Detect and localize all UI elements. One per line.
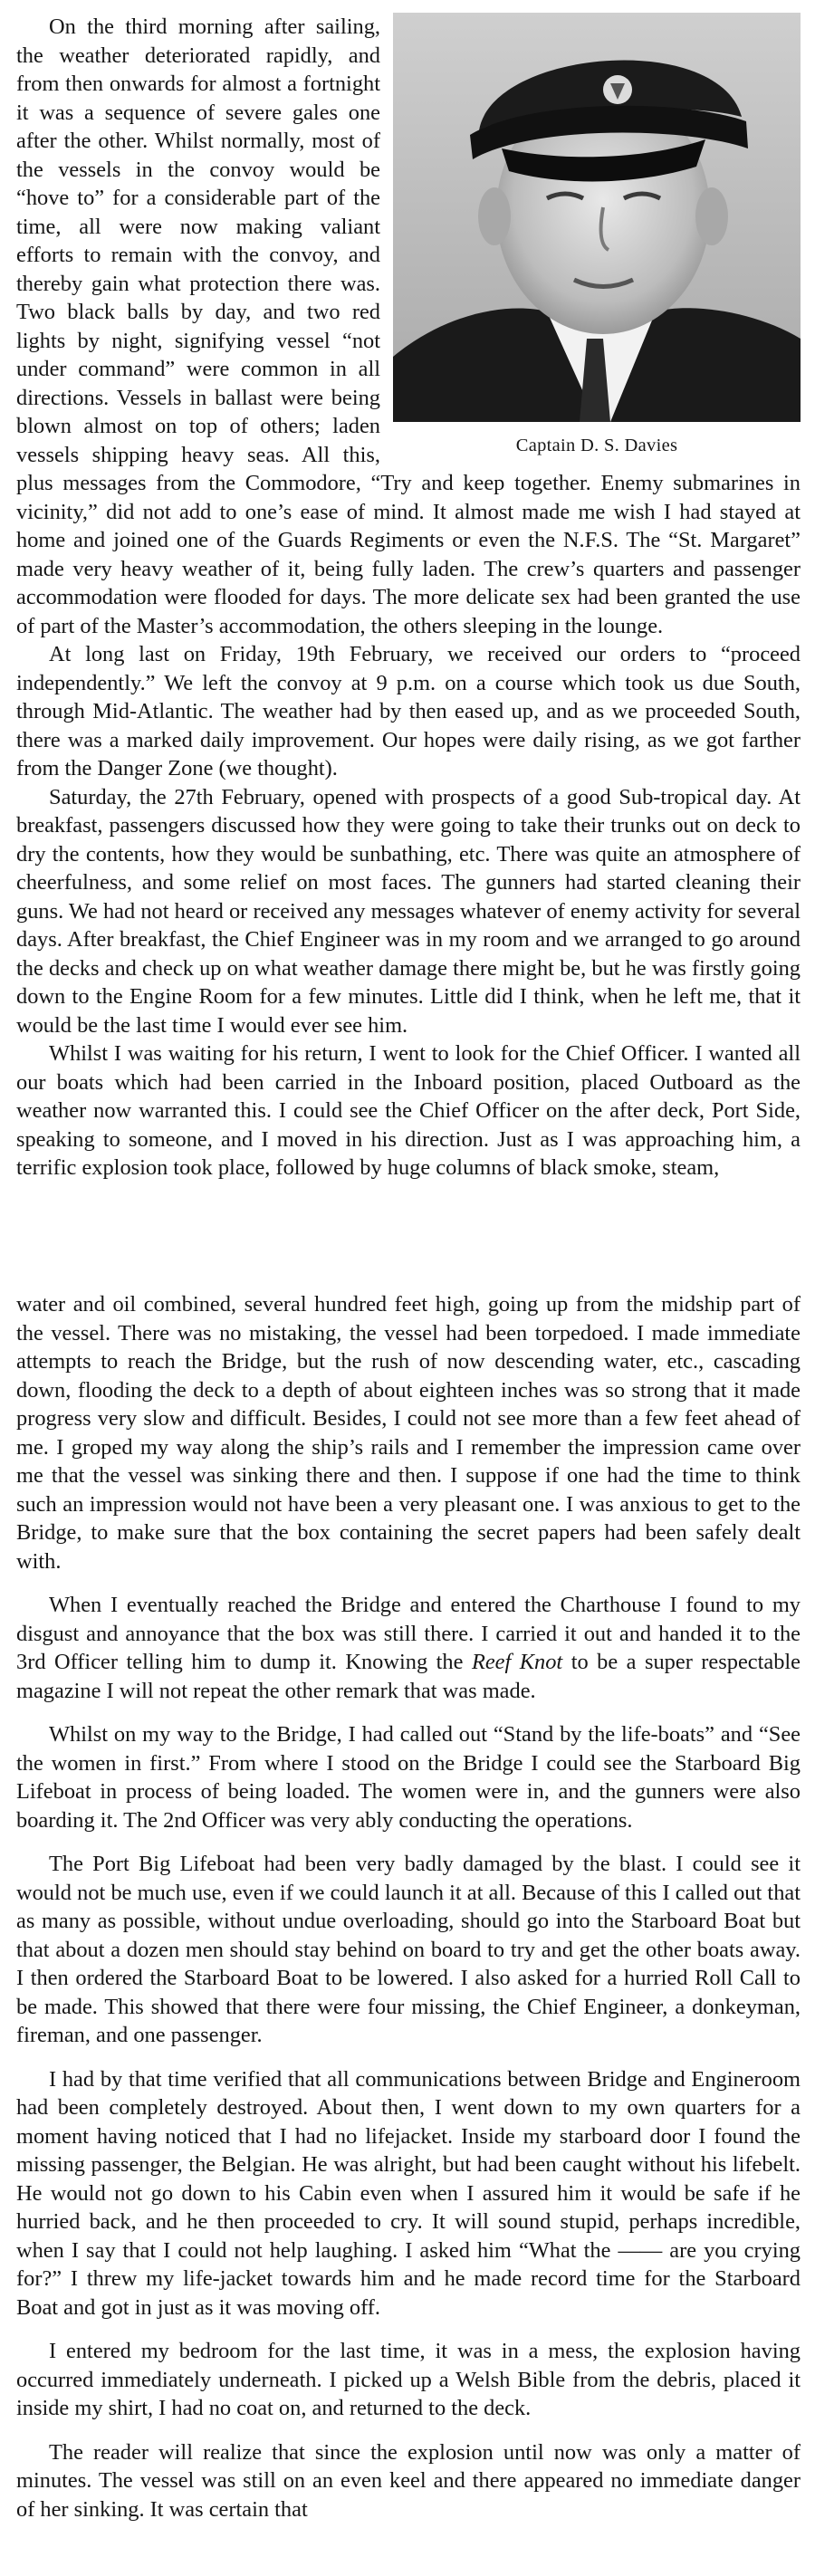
paragraph-explosion: Whilst I was waiting for his return, I went to look for the Chief Officer. I wanted all our boats which had been carried in the Inboard position, placed Outboard as the weather now warranted this. I could see the Chief Officer on the after deck, Port Side, speaking to someone, and I moved in his direction. Just as I was approaching him, a terrific explosion took place, followed by huge columns of black smoke, steam,	[16, 1041, 801, 1180]
portrait-caption: Captain D. S. Davies	[515, 436, 678, 455]
paragraph-torpedoed: water and oil combined, several hundred feet high, going up from the midship part of the vessel. There was no mistaking, the vessel had been torpedoed. I made immediate attempts to reach the Bridge, but the rush of now descending water, etc., cascading down, flooding the deck to a depth of about eighteen inches was so strong that it made progress very slow and difficult. Besides, I could not see more than a few feet ahead of me. I groped my way along the ship’s rails and I remember the impression came over me that the vessel was sinking there and then. I suppose if one had the time to think such an impression would not have been a very pleasant one. I was anxious to get to the Bridge, to make sure that the box containing the secret papers had been safely dealt with.	[16, 1292, 801, 1574]
paragraph-charthouse	[16, 1591, 801, 1705]
article-bottom-section	[16, 1290, 801, 2523]
paragraph-lifeboats: Whilst on my way to the Bridge, I had called out “Stand by the life-boats” and “See the women in first.” From where I stood on the Bridge I could see the Starboard Big Lifeboat in process of being loaded. The women were in, and the gunners were also boarding it. The 2nd Officer was very ably conducting the operations.	[16, 1722, 801, 1833]
charthouse-text-a: When I eventually reached the Bridge and entered the Charthouse I found to my disgust and annoyance that the box was still there. I carried it out and handed it to the 3rd Officer telling him to dump it. Knowing the	[16, 1593, 801, 1674]
captain-portrait-icon	[393, 13, 801, 422]
paragraph-even-keel: The reader will realize that since the explosion until now was only a matter of minutes. The vessel was still on an even keel and there appeared no immediate danger of her sinking. It was certain that	[16, 2439, 801, 2522]
charthouse-text-b: to be a super respectable magazine I will not repeat the other remark that was made.	[16, 1650, 801, 1703]
paragraph-welsh-bible: I entered my bedroom for the last time, it was in a mess, the explosion having occurred immediately underneath. I picked up a Welsh Bible from the debris, placed it inside my shirt, I had no coat on, and returned to the deck.	[16, 2339, 801, 2420]
paragraph-port-lifeboat: The Port Big Lifeboat had been very badly damaged by the blast. I could see it would not be much use, even if we could launch it at all. Because of this I called out that as many as possible, without undue overloading, should go into the Starboard Boat but that about a dozen men should stay behind on board to try and get the other boats away. I then ordered the Starboard Boat to be lowered. I also asked for a hurried Roll Call to be made. This showed that there were four missing, the Chief Engineer, a donkeyman, fireman, and one passenger.	[16, 1852, 801, 2047]
paragraph-saturday-27th: Saturday, the 27th February, opened with prospects of a good Sub-tropical day. At breakfast, passengers discussed how they were going to take their trunks out on deck to dry the contents, how they would be sunbathing, etc. There was quite an atmosphere of cheerfulness, and some relief on most faces. The gunners had started cleaning their guns. We had not heard or received any messages whatever of enemy activity for several days. After breakfast, the Chief Engineer was in my room and we arranged to go around the decks and check up on what weather damage there might be, but he was firstly going down to the Engine Room for a few minutes. Little did I think, when he left me, that it would be the last time I would ever see him.	[16, 784, 801, 1038]
article-top-section	[16, 13, 801, 1183]
paragraph-gales: On the third morning after sailing, the weather deteriorated rapidly, and from then onwards for almost a fortnight it was a sequence of severe gales one after the other. Whilst normally, most of the vessels in the convoy would be “hove to” for a considerable part of the time, all were now making valiant efforts to remain with the convoy, and thereby gain what protection there was. Two black balls by day, and two red lights by night, signifying vessel “not under command” were common in all directions. Vessels in ballast were being blown almost on top of others; laden vessels shipping heavy seas. All this, plus messages from the Commodore, “Try and keep together. Enemy submarines in vicinity,” did not add to one’s ease of mind. It almost made me wish I had stayed at home and joined one of the Guards Regiments or even the N.F.S. The “St. Margaret” made very heavy weather of it, being fully laden. The crew’s quarters and passenger accommodation were flooded for days. The more delicate sex had been granted the use of part of the Master’s accommodation, the others sleeping in the lounge.	[16, 14, 801, 638]
paragraph-belgian-passenger: I had by that time verified that all communications between Bridge and Engineroom had been completely destroyed. About then, I went down to my own quarters for a moment having noticed that I had no lifejacket. Inside my starboard door I found the missing passenger, the Belgian. He was alright, but had been caught without his lifebelt. He would not go down to his Cabin even when I assured him it would be safe if he hurried back, and he then proceeded to cry. It will sound stupid, perhaps incredible, when I say that I could not help laughing. I asked him “What the —— are you crying for?” I threw my life-jacket towards him and he made record time for the Starboard Boat and got in just as it was moving off.	[16, 2066, 801, 2320]
portrait-photo	[393, 13, 801, 422]
portrait-figure	[393, 13, 801, 459]
reef-knot-title: Reef Knot	[471, 1650, 563, 1674]
paragraph-proceed-independently: At long last on Friday, 19th February, we received our orders to “proceed independently.” We left the convoy at 9 p.m. on a course which took us due South, through Mid-Atlantic. The weather had by then eased up, and as we proceeded South, there was a marked daily improvement. Our hopes were daily rising, as we got farther from the Danger Zone (we thought).	[16, 642, 801, 780]
